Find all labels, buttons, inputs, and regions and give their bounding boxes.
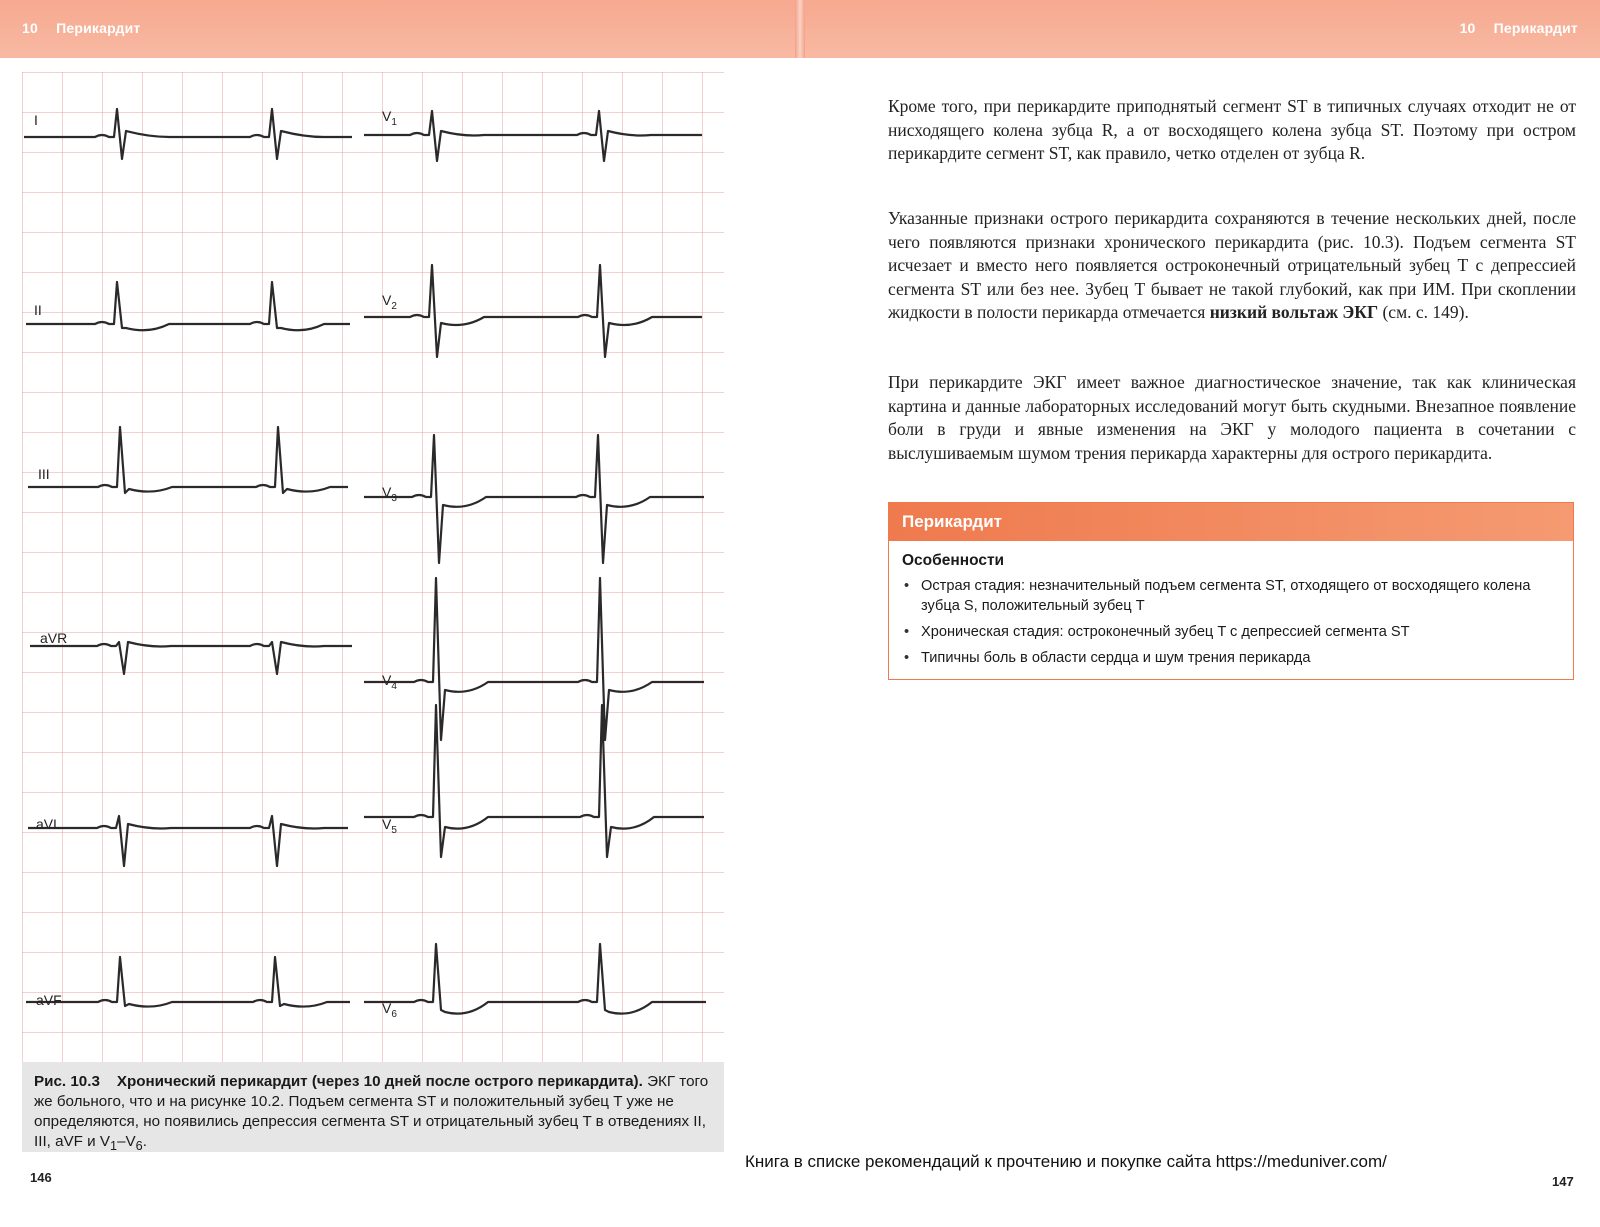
paragraph-2-bold: низкий вольтаж ЭКГ	[1209, 302, 1379, 322]
lead-letter: V	[382, 484, 392, 500]
caption-text: ЭКГ того же больного, что и на рисунке 10.2. Подъем сегмента ST и положительный зубец T уже не определяются, но появились депрессия сегмента ST и отрицательный зубец T в отведениях II, III, aVF и V	[34, 1073, 709, 1150]
lead-index: 5	[391, 824, 397, 836]
lead-index: 1	[391, 116, 397, 128]
summary-box-title: Перикардит	[889, 503, 1573, 541]
paragraph-1: Кроме того, при перикардите приподнятый сегмент ST в типичных случаях отходит не от нисходящего колена зубца R, а от восходящего колена зубца ST. Поэтому при остром перикардите сегмент ST, как правило, четко отделен от зубца R.	[888, 96, 1576, 163]
chapter-number: 10	[1459, 20, 1476, 36]
watermark-text: Книга в списке рекомендаций к прочтению и покупке сайта https://meduniver.com/	[745, 1152, 1387, 1171]
lead-letter: V	[382, 108, 392, 124]
lead-letter: V	[382, 292, 392, 308]
chapter-number: 10	[22, 20, 38, 36]
lead-label-avl: aVL	[36, 816, 61, 832]
lead-label-ii: II	[34, 302, 42, 318]
caption-end: .	[142, 1133, 147, 1150]
lead-letter: V	[382, 672, 392, 688]
paragraph-2-tail: (см. с. 149).	[1378, 302, 1469, 322]
list-item: • Хроническая стадия: остроконечный зубец T с депрессией сегмента ST	[902, 622, 1559, 642]
book-gutter	[795, 0, 805, 58]
caption-title: Хронический перикардит (через 10 дней после острого перикардита).	[116, 1073, 643, 1090]
lead-letter: V	[382, 816, 392, 832]
caption-label: Рис. 10.3	[34, 1073, 100, 1090]
paragraph-3: При перикардите ЭКГ имеет важное диагностическое значение, так как клиническая картина и данные лабораторных исследований могут быть скудными. Внезапное появление боли в груди и явные изменения на ЭКГ у молодого пациента в сочетании с выслушиваемым шумом трения перикарда характерны для острого перикардита.	[888, 372, 1576, 463]
lead-label-iii: III	[38, 466, 50, 482]
caption-sub-1: 1	[110, 1139, 118, 1154]
caption-sub-6: 6	[135, 1139, 143, 1154]
lead-label-v5	[382, 816, 397, 836]
trace-v4	[364, 578, 704, 740]
lead-label-v2	[382, 292, 397, 312]
lead-index: 4	[391, 680, 397, 692]
summary-list	[889, 576, 1573, 668]
trace-avl	[28, 816, 348, 866]
list-item: • Острая стадия: незначительный подъем сегмента ST, отходящего от восходящего колена зубца S, положительный зубец T	[902, 576, 1559, 616]
trace-v5	[364, 705, 704, 857]
lead-index: 6	[391, 1008, 397, 1020]
caption-dash: –V	[117, 1133, 136, 1150]
chapter-title: Перикардит	[1493, 20, 1578, 36]
lead-label-avr: aVR	[40, 630, 68, 646]
lead-label-avf: aVF	[36, 992, 62, 1008]
running-header-left	[22, 20, 140, 36]
paragraph-2	[888, 207, 1576, 325]
trace-ii	[26, 282, 350, 330]
lead-label-v1	[382, 108, 397, 128]
trace-v6	[364, 944, 706, 1014]
page-number-right: 147	[1552, 1174, 1574, 1189]
trace-avr	[30, 642, 352, 674]
lead-label-v3	[382, 484, 397, 504]
lead-label-i: I	[34, 112, 38, 128]
paragraph-2-text: Указанные признаки острого перикардита сохраняются в течение нескольких дней, после чего появляются признаки хронического перикардита (рис. 10.3). Подъем сегмента ST исчезает и вместо него появляется остроконечный отрицательный зубец T с депрессией сегмента ST или без нее. Зубец T бывает не такой глубокий, как при ИМ. При скоплении жидкости в полости перикарда отмечается	[888, 208, 1576, 322]
trace-iii	[28, 427, 348, 493]
summary-box-subtitle: Особенности	[902, 552, 1005, 569]
trace-avf	[26, 957, 350, 1007]
lead-index: 3	[391, 492, 397, 504]
trace-i	[24, 109, 352, 159]
trace-v2	[364, 265, 702, 357]
figure-caption	[22, 1062, 724, 1152]
list-item: • Типичны боль в области сердца и шум трения перикарда	[902, 648, 1559, 668]
trace-v3	[364, 435, 704, 563]
ecg-figure	[22, 72, 724, 1062]
lead-label-v6	[382, 1000, 397, 1020]
page-number-left: 146	[30, 1170, 52, 1185]
lead-letter: V	[382, 1000, 392, 1016]
running-header-right	[1460, 20, 1578, 36]
lead-index: 2	[391, 300, 397, 312]
chapter-title: Перикардит	[56, 20, 141, 36]
lead-label-v4	[382, 672, 397, 692]
trace-v1	[364, 111, 702, 161]
summary-box	[888, 502, 1574, 680]
